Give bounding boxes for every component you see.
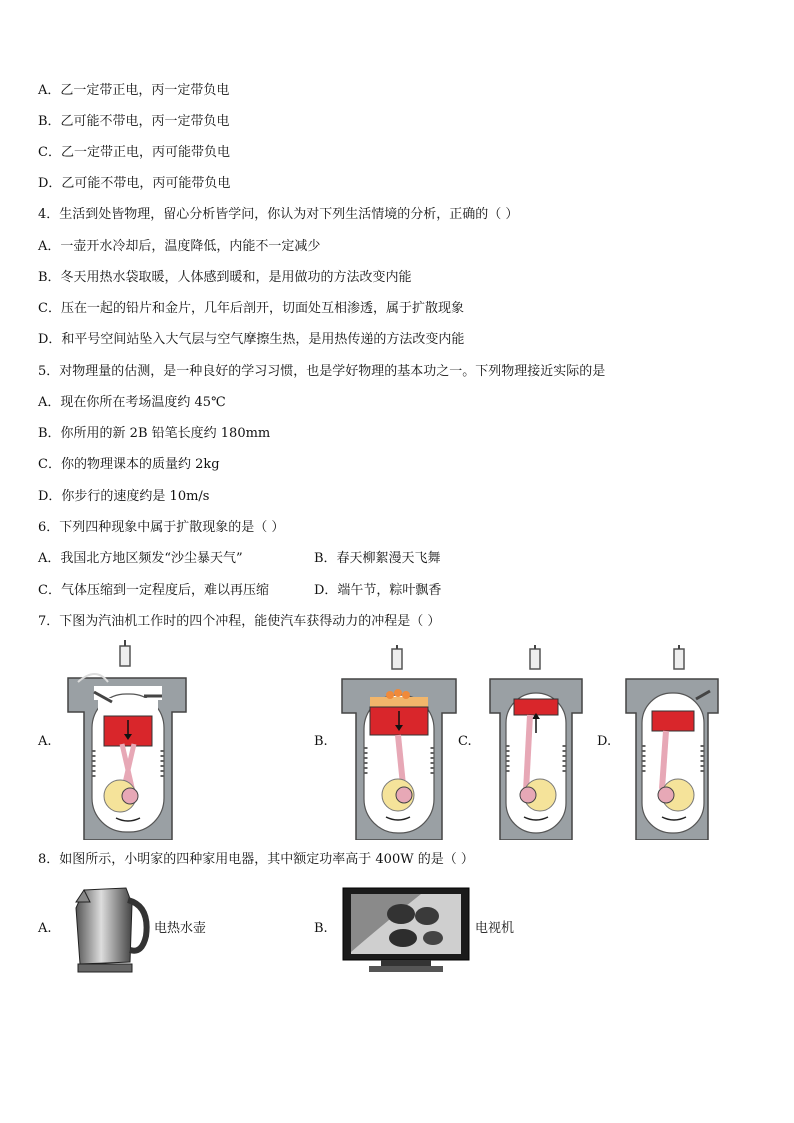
kettle-caption: 电热水壶 bbox=[154, 921, 207, 936]
q6-row-2 bbox=[38, 583, 442, 599]
q4-option-a: A．一壶开水冷却后，温度降低，内能不一定减少 bbox=[38, 239, 321, 254]
q7-label-a: A. bbox=[38, 734, 52, 749]
q8-stem: 8．如图所示，小明家的四种家用电器，其中额定功率高于 400W 的是（ ） bbox=[38, 852, 474, 867]
q5-stem: 5．对物理量的估测，是一种良好的学习习惯，也是学好物理的基本功之一。下列物理接近实际的是 bbox=[38, 364, 606, 379]
television-image bbox=[341, 886, 471, 976]
q3-option-a: A．乙一定带正电，丙一定带负电 bbox=[38, 83, 230, 98]
q5-option-a: A．现在你所在考场温度约 45℃ bbox=[38, 395, 226, 410]
q4-option-b: B．冬天用热水袋取暖，人体感到暖和，是用做功的方法改变内能 bbox=[38, 270, 412, 285]
q4-option-d: D．和平号空间站坠入大气层与空气摩擦生热，是用热传递的方法改变内能 bbox=[38, 332, 465, 347]
q5-option-b: B．你所用的新 2B 铅笔长度约 180mm bbox=[38, 426, 271, 441]
q7-stem: 7．下图为汽油机工作时的四个冲程，能使汽车获得动力的冲程是（ ） bbox=[38, 614, 441, 629]
q6-option-a: A．我国北方地区频发“沙尘暴天气” bbox=[38, 551, 243, 566]
q3-option-b: B．乙可能不带电，丙一定带负电 bbox=[38, 114, 230, 129]
engine-stroke-a-figure bbox=[64, 640, 192, 840]
engine-stroke-b-figure bbox=[338, 645, 466, 840]
q6-option-b: B．春天柳絮漫天飞舞 bbox=[314, 551, 441, 566]
engine-stroke-d-figure bbox=[622, 645, 722, 840]
q3-option-d: D．乙可能不带电，丙可能带负电 bbox=[38, 176, 231, 191]
q5-option-d: D．你步行的速度约是 10m/s bbox=[38, 489, 210, 504]
q6-stem: 6．下列四种现象中属于扩散现象的是（ ） bbox=[38, 520, 285, 535]
tv-caption: 电视机 bbox=[475, 921, 515, 936]
q7-label-c: C. bbox=[458, 734, 472, 749]
q8-label-b: B. bbox=[314, 921, 328, 936]
q8-label-a: A. bbox=[38, 921, 52, 936]
q6-option-c: C．气体压缩到一定程度后，难以再压缩 bbox=[38, 583, 269, 598]
q5-option-c: C．你的物理课本的质量约 2kg bbox=[38, 457, 220, 472]
q6-row-1 bbox=[38, 551, 441, 567]
q7-label-b: B. bbox=[314, 734, 328, 749]
engine-stroke-c-figure bbox=[486, 645, 586, 840]
q4-stem: 4．生活到处皆物理，留心分析皆学问，你认为对下列生活情境的分析，正确的（ ） bbox=[38, 207, 519, 222]
q4-option-c: C．压在一起的铅片和金片，几年后剖开，切面处互相渗透，属于扩散现象 bbox=[38, 301, 464, 316]
q3-option-c: C．乙一定带正电，丙可能带负电 bbox=[38, 145, 230, 160]
q6-option-d: D．端午节，粽叶飘香 bbox=[314, 583, 442, 598]
q7-label-d: D. bbox=[597, 734, 612, 749]
electric-kettle-image bbox=[70, 884, 152, 976]
